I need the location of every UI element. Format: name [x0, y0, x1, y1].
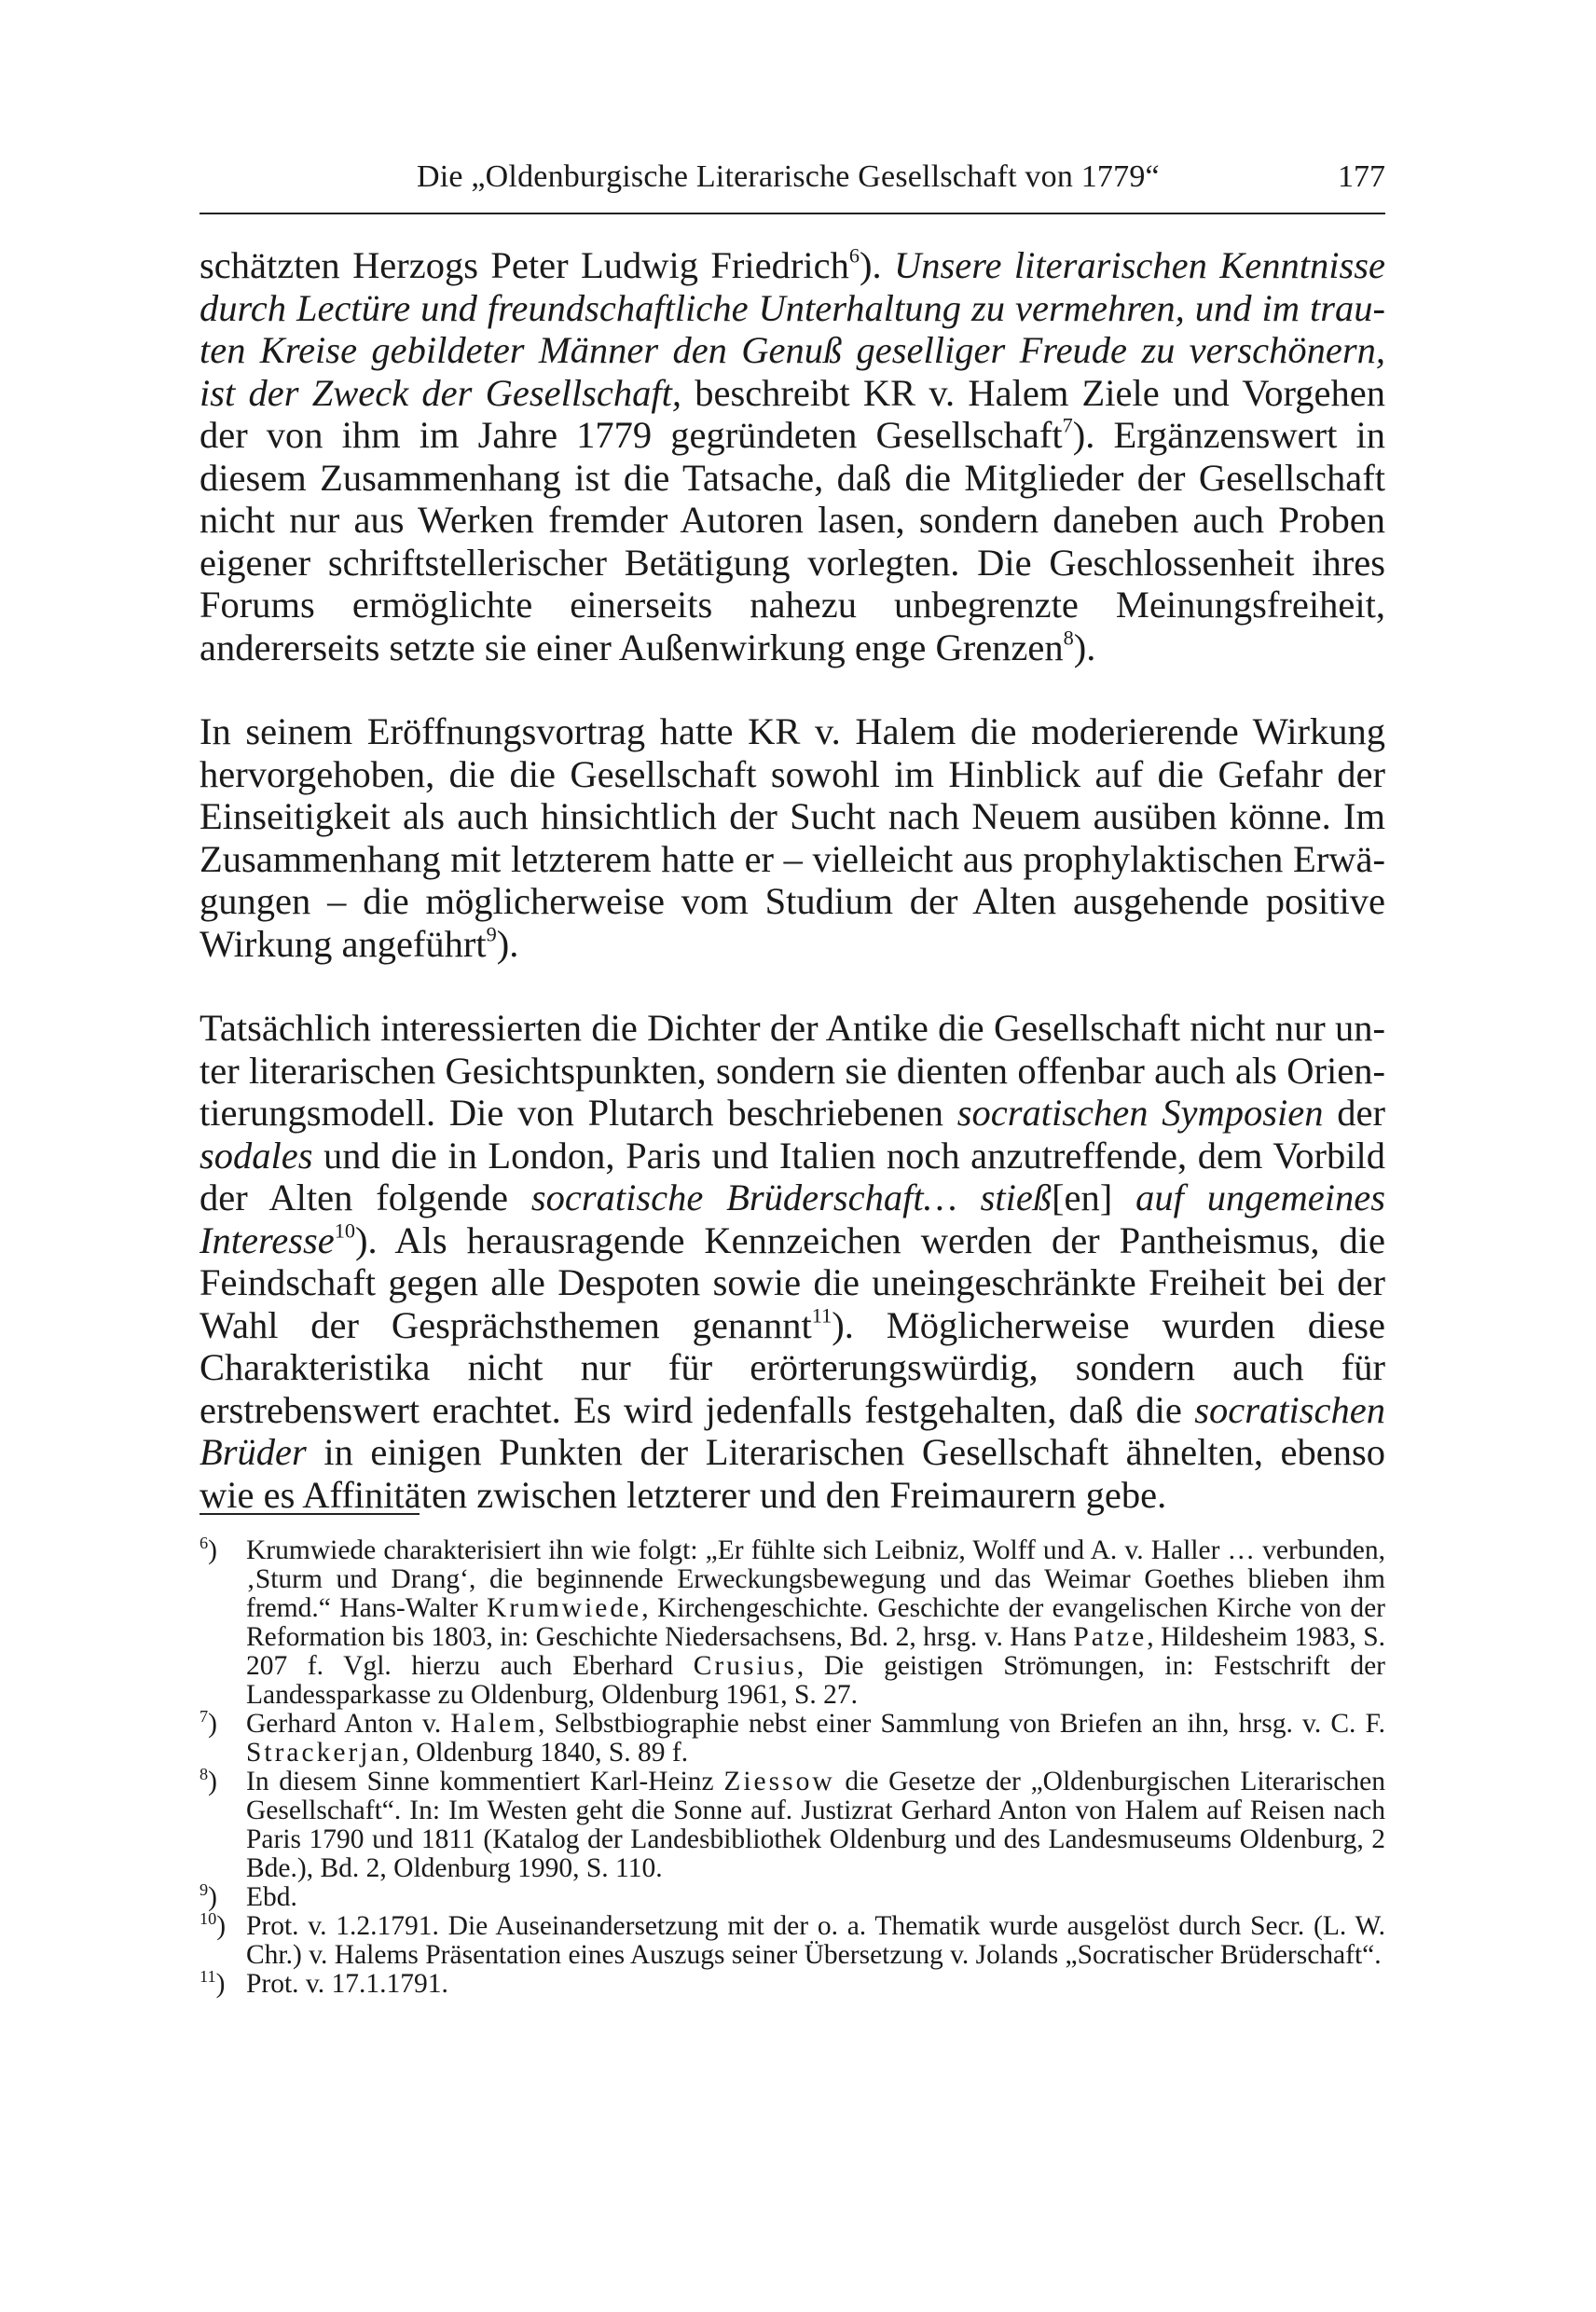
text-run: schätzten Herzogs Peter Ludwig Friedrich — [200, 244, 849, 286]
paragraph — [200, 710, 1385, 965]
footnote-reference: 10 — [334, 1218, 355, 1242]
text-run: ). — [496, 922, 519, 965]
footnote-number: 11 — [200, 1967, 216, 1987]
page-number: 177 — [1338, 159, 1385, 194]
text-run: ). Möglicherweise wurden diese Charakteristika nicht nur für erörterungswürdig, sondern auch für erstrebenswert erachtet. Es wird jedenfalls festgehalten, daß die — [200, 1303, 1385, 1431]
text-run: Tatsächlich interessierten die Dichter der Antike die Gesellschaft nicht nur unter literarischen Gesichtspunkten, sondern sie dienten offenbar auch als Orientierungsmodell. Die von Plutarch beschriebenen — [200, 1007, 1385, 1134]
footnote-bracket: ) — [216, 1911, 227, 1941]
text-run: Prot. v. 17.1.1791. — [246, 1969, 448, 1999]
footnote-mark — [200, 1765, 246, 1883]
footnote-mark — [200, 1967, 246, 1999]
footnote-bracket: ) — [208, 1709, 217, 1739]
italic-text: socratische Brüderschaft… stieß — [530, 1177, 1053, 1218]
footnote-number: 8 — [200, 1765, 209, 1784]
text-run: ). — [860, 244, 895, 286]
footnote — [200, 1909, 1385, 1970]
text-run: und die in London, Paris und Italien noch anzutreffende, dem Vorbild der Alten folgende — [200, 1134, 1385, 1218]
footnote-mark — [200, 1880, 246, 1912]
footnote-number: 10 — [200, 1909, 217, 1929]
text-run: , Oldenburg 1840, S. 89 f. — [402, 1738, 689, 1768]
footnote-reference: 9 — [486, 921, 497, 945]
text-run: der — [1323, 1092, 1385, 1134]
text-run: Ebd. — [246, 1882, 297, 1912]
running-header — [200, 157, 1385, 214]
italic-text: Unsere literarischen Kenntnisse durch Lectüre und freundschaftliche Unterhaltung zu vermehren, und im trauten Kreise gebildeter Männer den Genuß geselliger Freude zu verschönern, ist der Zweck der Gesellschaft, — [200, 244, 1385, 414]
footnote-bracket: ) — [208, 1882, 217, 1912]
running-title: Die „Oldenburgische Literarische Gesellschaft von 1779“ — [417, 159, 1160, 194]
text-run: Krumwiede charakterisiert ihn wie folgt: „Er fühlte sich Leibniz, Wolff und A. v. Haller … verbunden, ‚Sturm und Drang‘, die beginnende Erweckungsbewegung und das Weimar Goethes blieben ihm fremd.“ Hans-Walter — [246, 1535, 1385, 1623]
italic-text: socratischen Brüder — [200, 1388, 1385, 1473]
footnote-reference: 11 — [811, 1302, 832, 1327]
spaced-name: Crusius — [693, 1651, 797, 1681]
text-run: Gerhard Anton v. — [246, 1709, 451, 1739]
footnote-number: 7 — [200, 1707, 209, 1727]
spaced-name: Ziessow — [723, 1767, 835, 1796]
text-run: , Kirchengeschichte. Geschichte der evangelischen Kirche von der Reformation bis 1803, in: Geschichte Niedersachsens, Bd. 2, hrsg. v. Hans — [246, 1593, 1385, 1652]
footnote-number: 9 — [200, 1880, 209, 1900]
text-run: ). — [1073, 626, 1096, 668]
text-run: in einigen Punkten der Literarischen Gesellschaft ähnelten, ebenso wie es Affinitäten zwischen letzterer und den Freimaurern gebe. — [200, 1431, 1385, 1516]
paragraph — [200, 244, 1385, 668]
footnote-bracket: ) — [208, 1535, 217, 1565]
text-run: Prot. v. 1.2.1791. Die Auseinandersetzung mit der o. a. Thematik wurde ausgelöst durch Secr. (L. W. Chr.) v. Halems Präsentation eines Auszugs seiner Übersetzung v. Jolands „Socratischer Brüderschaft“. — [246, 1911, 1385, 1970]
footnote-reference: 8 — [1063, 625, 1074, 649]
text-run: [en] — [1052, 1177, 1136, 1218]
spaced-name: Krumwiede — [486, 1593, 642, 1623]
footnote — [200, 1880, 1385, 1912]
text-run: ). Ergänzenswert in diesem Zusammenhang ist die Tatsache, daß die Mitglieder der Gesellschaft nicht nur aus Werken fremder Autoren lasen, sondern daneben auch Proben eigener schriftstellerischer Betätigung vorlegten. Die Geschlossenheit ihres Forums ermöglichte einerseits nahezu unbegrenzte Meinungsfreiheit, andererseits setzte sie einer Außenwirkung enge Grenzen — [200, 414, 1385, 668]
italic-text: socratischen Symposien — [956, 1092, 1324, 1134]
footnote-reference: 7 — [1062, 413, 1073, 437]
text-run: In diesem Sinne kommentiert Karl-Heinz — [246, 1767, 724, 1796]
text-run: ). Als herausragende Kennzeichen werden der Pantheismus, die Feindschaft gegen alle Despoten sowie die uneingeschränkte Freiheit bei der Wahl der Gesprächsthemen genannt — [200, 1218, 1385, 1346]
footnote-text — [246, 1536, 1385, 1710]
body-text — [200, 244, 1385, 1516]
spaced-name: Strackerjan — [246, 1738, 403, 1768]
text-run: beschreibt KR v. Halem Ziele und Vorgehen der von ihm im Jahre 1779 gegründeten Gesellschaft — [200, 371, 1385, 456]
footnote-bracket: ) — [208, 1767, 217, 1796]
text-run: , Die geistigen Strömungen, in: Festschrift der Landessparkasse zu Oldenburg, Oldenburg 1961, S. 27. — [246, 1651, 1385, 1710]
footnote-mark — [200, 1707, 246, 1768]
footnote-reference: 6 — [848, 243, 860, 268]
footnotes — [200, 1536, 1385, 1999]
footnote-text — [246, 1768, 1385, 1883]
spaced-name: Patze — [1073, 1622, 1148, 1652]
footnote-bracket: ) — [215, 1969, 226, 1999]
footnote-text — [246, 1912, 1385, 1970]
italic-text: sodales — [200, 1134, 313, 1177]
text-run: , Selbstbiographie nebst einer Sammlung von Briefen an ihn, hrsg. v. C. F. — [538, 1709, 1385, 1739]
footnote — [200, 1765, 1385, 1883]
footnote-divider — [200, 1513, 420, 1515]
italic-text: auf ungemeines Interesse — [200, 1177, 1385, 1261]
footnote-text — [246, 1883, 1385, 1912]
text-run: In seinem Eröffnungsvortrag hatte KR v. Halem die moderierende Wirkung hervorgehoben, die die Gesellschaft sowohl im Hinblick auf die Gefahr der Einseitigkeit als auch hinsichtlich der Sucht nach Neuem ausüben könne. Im Zusammenhang mit letzterem hatte er – vielleicht aus prophylaktischen Erwägungen – die möglicherweise vom Studium der Alten ausgehende positive Wirkung angeführt — [200, 710, 1385, 965]
spaced-name: Halem — [450, 1709, 539, 1739]
footnote-text — [246, 1710, 1385, 1768]
text-run: , Hildesheim 1983, S. 207 f. Vgl. hierzu auch Eberhard — [246, 1622, 1385, 1681]
footnote-mark — [200, 1536, 246, 1710]
footnote — [200, 1707, 1385, 1768]
footnote-mark — [200, 1909, 246, 1970]
text-run: die Gesetze der „Oldenburgischen Literarischen Gesellschaft“. In: Im Westen geht die Sonne auf. Justizrat Gerhard Anton von Halem auf Reisen nach Paris 1790 und 1811 (Katalog der Landesbibliothek Oldenburg und des Landesmuseums Oldenburg, 2 Bde.), Bd. 2, Oldenburg 1990, S. 110. — [246, 1767, 1385, 1883]
footnote-text — [246, 1970, 1385, 1999]
footnote — [200, 1967, 1385, 1999]
footnote — [200, 1536, 1385, 1710]
paragraph — [200, 1007, 1385, 1516]
footnote-number: 6 — [200, 1534, 209, 1553]
